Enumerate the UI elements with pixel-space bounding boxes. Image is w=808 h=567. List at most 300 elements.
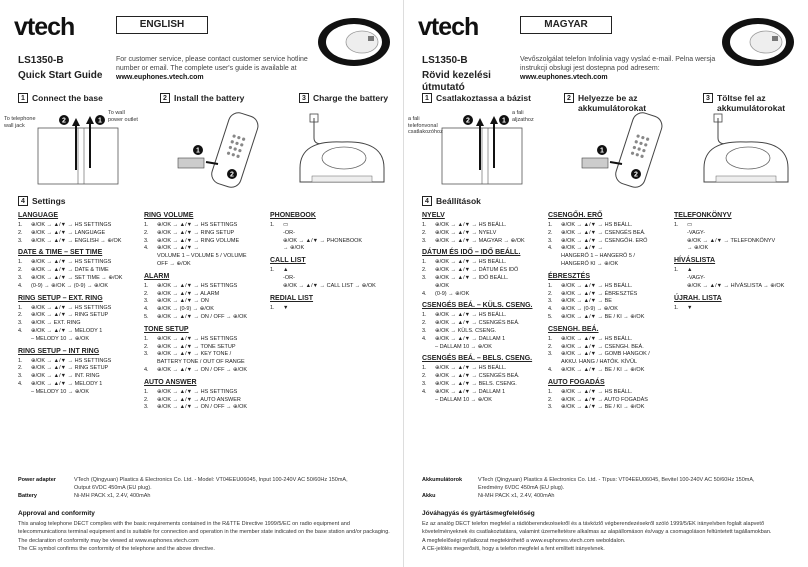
step-text: ⊕/OK → ▲/▼ → DALLAM 1 [435, 388, 506, 395]
model-number: LS1350-B [422, 55, 468, 66]
instruction-step [18, 275, 146, 283]
step-number: 3. [548, 351, 553, 358]
step-number [548, 253, 556, 261]
step-number: 2. [422, 267, 427, 274]
instruction-step [422, 320, 550, 328]
instruction-step [422, 275, 550, 283]
instruction-step [144, 253, 272, 261]
website-link[interactable]: www.euphones.vtech.com [116, 74, 204, 81]
step-text: ⊕/OK → ▲/▼ → HS BEÁLL. [435, 312, 507, 319]
step-text: ⊕/OK → ▲/▼ → KEY TONE / [157, 351, 232, 358]
instruction-step [548, 314, 676, 322]
step-number: 4. [548, 366, 553, 373]
step-number: 3. [144, 404, 149, 411]
charge-battery-illustration [696, 110, 796, 190]
settings-column-3 [674, 212, 802, 312]
instruction-step [422, 312, 550, 320]
step-number: 4. [144, 245, 149, 252]
step-text: ⊕/OK → ▲/▼ → HS BEÁLL. [561, 388, 633, 395]
step-text: ⊕/OK → ▲/▼ → CSENGÉS BEÁ. [435, 320, 520, 327]
section-heading: PHONEBOOK [270, 212, 316, 219]
step-number: 4. [548, 245, 553, 252]
step-number: 1. [270, 222, 275, 228]
step-number: 3. [422, 274, 427, 281]
step-number: 3. [144, 298, 149, 305]
instruction-step [18, 267, 146, 275]
step-text: ⊕/OK → ▲/▼ → HS SETTINGS [157, 222, 238, 228]
step-text: ⊕/OK → ▲/▼ → INT. RING [31, 373, 100, 380]
step-number: 4. [18, 380, 23, 387]
step-number [674, 283, 682, 291]
step-number: 5. [144, 313, 149, 320]
instruction-step [422, 381, 550, 389]
step-text: ▲ [687, 267, 693, 274]
service-info: For customer service, please contact customer service hotline number or email. The complete user's guide is available at www.euphones.vtech.com [116, 56, 308, 81]
instruction-step [674, 238, 802, 246]
step-number: 2. [144, 343, 149, 350]
step-text: -VAGY- [687, 229, 706, 236]
step-text: ⊕/OK → ▲/▼ → MAGYAR → ⊕/OK [435, 237, 525, 244]
step-number: 2. [422, 229, 427, 236]
step-number: 3. [18, 274, 23, 281]
instruction-step [674, 283, 802, 291]
step-text: ⊕/OK → ▲/▼ → RING SETUP [31, 312, 109, 319]
instruction-step [144, 245, 272, 253]
step-text: → ⊕/OK [283, 245, 305, 252]
approval-line: követelményeknek és csatlakoztatásra, valamint üzemeltetésre alkalmas az alapállomáson és/vagy a csomagoláson feltüntetett tagállamokban. [422, 529, 772, 536]
instruction-step [144, 359, 272, 367]
instruction-step [270, 283, 398, 291]
vtech-logo: vtech [418, 13, 479, 41]
step-number [270, 238, 278, 246]
step-number [144, 359, 152, 367]
instruction-step [18, 320, 146, 328]
instruction-step [422, 344, 550, 352]
step-number: 3. [144, 237, 149, 244]
step-number: 2. [144, 290, 149, 297]
step-text: – DALLAM 10 → ⊕/OK [435, 396, 492, 403]
step-number: 4. [18, 282, 23, 289]
step-number: 3. [144, 351, 149, 358]
instruction-step [548, 298, 676, 306]
language-label: ENGLISH [116, 16, 208, 34]
specs [18, 476, 388, 500]
spec-label: Power adapter [18, 477, 56, 483]
step-text: ⊕/OK → ▲/▼ → HS SETTINGS [31, 304, 112, 311]
step-text: OFF → ⊕/OK [157, 260, 191, 267]
instruction-step [548, 291, 676, 299]
instruction-step [18, 312, 146, 320]
settings-column-1 [422, 212, 550, 404]
step-text: ⊕/OK → ▲/▼ → AUTO ANSWER [157, 396, 241, 403]
instruction-step [548, 253, 676, 261]
spec-value: Ni-MH PACK x1, 2.4V, 400mAh [74, 493, 151, 499]
step-number [270, 245, 278, 253]
step-text: (0-9) → ⊕/OK → (0-9) → ⊕/OK [31, 282, 109, 289]
phone-handset-image [308, 12, 394, 68]
step-text: ⊕/OK → ▲/▼ → ON / OFF → ⊕/OK [157, 313, 248, 320]
step-number: 1. [18, 259, 23, 266]
step-number: 4. [144, 306, 149, 313]
step-number [674, 275, 682, 283]
model-number: LS1350-B [18, 55, 64, 66]
instruction-step [548, 359, 676, 367]
install-battery-illustration [572, 110, 682, 190]
instruction-step [144, 238, 272, 246]
instruction-step [144, 397, 272, 405]
section-heading: LANGUAGE [18, 212, 59, 219]
step-text: ⊕/OK → EXT. RING [31, 320, 81, 327]
step-number: 2. [548, 290, 553, 297]
step-text: ⊕/OK → ▲/▼ → BELS. CSENG. [435, 380, 517, 387]
step-number: 1. [144, 222, 149, 228]
step-text: ⊕/OK → ▲/▼ → RING VOLUME [157, 237, 240, 244]
wall-jack-label: a fali telefonvonal csatlakozóhoz [408, 116, 443, 135]
section-heading: NYELV [422, 212, 445, 219]
instruction-step [270, 238, 398, 246]
step-text: ⊕/OK → ▲/▼ → BE / KI → ⊕/OK [561, 313, 645, 320]
step-text: ⊕/OK → ▲/▼ → ON [157, 298, 209, 305]
svg-text:2: 2 [466, 117, 470, 125]
instruction-step [18, 259, 146, 267]
instruction-step [144, 298, 272, 306]
instruction-step [144, 389, 272, 397]
settings-column-2 [548, 212, 676, 412]
section-heading: RING SETUP – EXT. RING [18, 294, 103, 302]
step-text: ⊕/OK → ▲/▼ → LANGUAGE [31, 229, 106, 236]
step-text: ⊕/OK → ▲/▼ → MELODY 1 [31, 327, 103, 334]
instruction-step [548, 306, 676, 314]
section-heading: ÚJRAH. LISTA [674, 294, 722, 302]
step-text: ▼ [687, 304, 693, 311]
step-text: ⊕/OK → ▲/▼ → ON / OFF → ⊕/OK [157, 366, 248, 373]
step-number: 2. [144, 229, 149, 236]
section-heading: TONE SETUP [144, 325, 189, 333]
power-outlet-label: a fali aljzathoz [512, 110, 534, 123]
step-text: ⊕/OK → KÜLS. CSENG. [435, 327, 497, 334]
spec-value: VTech (Qingyuan) Plastics & Electronics Co. Ltd. - Típus: VT04EEU06045, Bevitel 100-240V AC 50/60Hz 150mA, Eredmény 6VDC 450mA (EU plug). [478, 477, 755, 491]
instruction-step [144, 367, 272, 375]
step-number: 2. [548, 343, 553, 350]
step-text: HANGERŐ 1 – HANGERŐ 5 / [561, 253, 635, 260]
step-install-battery: 2 Helyezze be az akkumulátorokat [564, 93, 694, 113]
step-text: → ⊕/OK [687, 245, 709, 252]
instruction-step [548, 230, 676, 238]
step-text: ⊕/OK → ▲/▼ → HS BEÁLL. [561, 282, 633, 289]
instruction-step [548, 389, 676, 397]
website-link[interactable]: www.euphones.vtech.com [520, 74, 608, 81]
step-number: 1. [548, 388, 553, 395]
step-text: ⊕/OK → ▲/▼ → TONE SETUP [157, 343, 236, 350]
section-heading: HÍVÁSLISTA [674, 257, 716, 265]
step-number: 4. [548, 306, 553, 313]
step-number: 1. [674, 304, 679, 311]
step-number: 1. [144, 282, 149, 289]
instruction-step [548, 283, 676, 291]
step-text: ⊕/OK → ▲/▼ → HÍVÁSLISTA → ⊕/OK [687, 282, 785, 289]
approval-line: The declaration of conformity may be viewed at www.euphones.vtech.com [18, 537, 199, 544]
step-number: 2. [18, 365, 23, 372]
instruction-step [422, 222, 550, 230]
instruction-step [144, 351, 272, 359]
svg-text:1: 1 [98, 117, 102, 125]
wall-jack-label: To telephone wall jack [4, 116, 36, 129]
step-number: 4. [18, 327, 23, 334]
step-text: ⊕/OK → ▲/▼ → DATE & TIME [31, 267, 109, 274]
instruction-step [18, 238, 146, 246]
section-heading: ALARM [144, 272, 170, 280]
language-label: MAGYAR [520, 16, 612, 34]
phone-handset-image [712, 12, 798, 68]
step-text: ⊕/OK → ▲/▼ → TELEFONKÖNYV [687, 237, 776, 244]
step-text: ⊕/OK → ▲/▼ → RING SETUP [31, 365, 109, 372]
step-connect-base: 1 Csatlakoztassa a bázist [422, 93, 531, 103]
instruction-step [270, 267, 398, 275]
guide-subtitle: Quick Start Guide [18, 70, 103, 81]
step-number: 1. [674, 267, 679, 274]
step-text: ⊕/OK → ▲/▼ → HS BEÁLL. [435, 222, 507, 228]
step-number [674, 230, 682, 238]
step-number: 2. [18, 229, 23, 236]
step-number: 2. [422, 320, 427, 327]
step-number: 2. [548, 396, 553, 403]
instruction-step [18, 389, 146, 397]
instruction-step [18, 373, 146, 381]
step-text: ⊕/OK → ▲/▼ → GOMB HANGOK / [561, 351, 650, 358]
step-number [674, 245, 682, 253]
step-text: ⊕/OK → ▲/▼ → PHONEBOOK [283, 237, 363, 244]
settings-column-2 [144, 212, 272, 412]
instruction-step [422, 328, 550, 336]
step-number: 1. [674, 222, 679, 228]
step-text: ⊕/OK → (0-9) → ⊕/OK [561, 306, 618, 313]
step-number: 3. [422, 327, 427, 334]
instruction-step [18, 358, 146, 366]
step-number: 1. [144, 335, 149, 342]
step-text: ⊕/OK → ▲/▼ → CSENGÉS BEÁ. [435, 373, 520, 380]
step-number: 2. [422, 373, 427, 380]
step-number: 3. [422, 237, 427, 244]
svg-text:2: 2 [62, 117, 66, 125]
step-number: 1. [548, 282, 553, 289]
instruction-step [548, 336, 676, 344]
guide-subtitle: Rövid kezelési útmutató [422, 70, 491, 93]
step-number [422, 344, 430, 352]
instruction-step [422, 291, 550, 299]
step-text: HANGERŐ KI → ⊕/OK [561, 260, 619, 267]
instruction-step [270, 222, 398, 230]
step-number: 3. [18, 373, 23, 380]
step-text: -OR- [283, 274, 295, 281]
step-number: 2. [18, 267, 23, 274]
spec-label: Battery [18, 493, 37, 499]
step-number: 3. [18, 237, 23, 244]
step-number: 1. [18, 357, 23, 364]
step-text: ⊕/OK [435, 282, 450, 289]
section-heading: ÉBRESZTÉS [548, 272, 591, 280]
step-text: ⊕/OK → ▲/▼ → NYELV [435, 229, 497, 236]
step-number: 1. [422, 365, 427, 372]
step-number: 2. [144, 396, 149, 403]
step-number: 1. [18, 304, 23, 311]
instruction-step [548, 367, 676, 375]
step-text: ⊕/OK → ▲/▼ → ÉBRESZTÉS [561, 290, 638, 297]
step-text: AKKU. HANG / HATÓK. KÍVÜL [561, 359, 637, 366]
step-number: 5. [548, 313, 553, 320]
step-number: 1. [270, 304, 275, 311]
step-number: 1. [270, 267, 275, 274]
step-text: (0-9) → ⊕/OK [435, 290, 470, 297]
section-heading: CALL LIST [270, 257, 306, 265]
instruction-step [270, 275, 398, 283]
instruction-step [548, 404, 676, 412]
spec-value: VTech (Qingyuan) Plastics & Electronics Co. Ltd. - Model: VT04EEU06045, Input 100-240V AC 50/60Hz 150mA, Output 6VDC 450mA (EU plug). [74, 477, 348, 491]
settings-column-3 [270, 212, 398, 312]
step-text: ⊕/OK → ▲/▼ → RING SETUP [157, 229, 235, 236]
instruction-step [270, 305, 398, 313]
settings-heading: 4 Beállítások [422, 196, 481, 206]
step-text: ⊕/OK → (0-9) → ⊕/OK [157, 306, 214, 313]
step-number: 4. [422, 388, 427, 395]
step-number [18, 389, 26, 397]
step-text: ⊕/OK → ▲/▼ → AUTO FOGADÁS [561, 396, 648, 403]
step-text: ▭ [687, 222, 693, 228]
instruction-step [548, 222, 676, 230]
service-info: Vevőszolgálat telefon Infolinia vagy vyslać e-mail. Pelna wersja instrukcji obslugi jest dostepna pod adresem: www.euphones.vtech.com [520, 56, 716, 81]
spec-label: Akku [422, 493, 436, 499]
section-heading: CSENGÉS BEÁ. – KÜLS. CSENG. [422, 302, 533, 310]
svg-text:1: 1 [502, 117, 506, 125]
step-text: -OR- [283, 229, 295, 236]
instruction-step [674, 245, 802, 253]
step-text: ⊕/OK → ▲/▼ → HS SETTINGS [31, 222, 112, 228]
step-text: ⊕/OK → ▲/▼ → CSENGH. BEÁ. [561, 343, 644, 350]
step-number [270, 275, 278, 283]
instruction-step [18, 365, 146, 373]
charge-battery-illustration [292, 110, 392, 190]
instruction-step [144, 336, 272, 344]
instruction-step [422, 365, 550, 373]
step-text: ⊕/OK → ▲/▼ → HS BEÁLL. [561, 222, 633, 228]
instruction-step [674, 267, 802, 275]
step-number: 2. [18, 312, 23, 319]
step-number [18, 336, 26, 344]
step-number [270, 283, 278, 291]
step-text: ⊕/OK → ▲/▼ → HS BEÁLL. [435, 259, 507, 266]
step-number: 1. [144, 388, 149, 395]
step-text: ⊕/OK → ▲/▼ → BE / KI → ⊕/OK [561, 404, 645, 411]
step-number: 2. [548, 229, 553, 236]
step-text: BATTERY TONE / OUT OF RANGE [157, 359, 245, 366]
instruction-step [144, 222, 272, 230]
instruction-step [270, 230, 398, 238]
step-text: ⊕/OK → ▲/▼ → BE [561, 298, 612, 305]
step-number: 1. [548, 335, 553, 342]
approval-line: A CE-jelölés megerősíti, hogy a telefon megfelel a fent említett irányelvnek. [422, 545, 605, 552]
step-number: 3. [422, 380, 427, 387]
approval-section [18, 510, 398, 553]
step-text: ⊕/OK → ▲/▼ → ON / OFF → ⊕/OK [157, 404, 248, 411]
instruction-step [548, 344, 676, 352]
step-connect-base: 1 Connect the base [18, 93, 103, 103]
instruction-step [674, 230, 802, 238]
approval-title: Jóváhagyás és gyártásmegfelelőség [422, 510, 535, 517]
instruction-step [674, 222, 802, 230]
instruction-step [422, 389, 550, 397]
section-heading: CSENGH. BEÁ. [548, 325, 599, 333]
step-number: 1. [422, 312, 427, 319]
instruction-step [422, 336, 550, 344]
step-number: 1. [422, 222, 427, 228]
step-number: 1. [422, 259, 427, 266]
instruction-step [18, 305, 146, 313]
step-text: ⊕/OK → ▲/▼ → HS BEÁLL. [561, 335, 633, 342]
step-number [144, 261, 152, 269]
settings-heading: 4 Settings [18, 196, 66, 206]
step-number: 3. [548, 404, 553, 411]
approval-line: Ez az analóg DECT telefon megfelel a rádióberendezésekről és a távközlő végberendezésekről szóló 1999/5/EK irányelvben foglalt alapvető [422, 521, 765, 528]
instruction-step [674, 275, 802, 283]
instruction-step [270, 245, 398, 253]
spec-label: Akkumulátorok [422, 477, 463, 483]
section-heading: AUTO ANSWER [144, 378, 197, 386]
step-text: – MELODY 10 → ⊕/OK [31, 388, 89, 395]
instruction-step [144, 261, 272, 269]
section-heading: CSENGÉS BEÁ. – BELS. CSENG. [422, 355, 533, 363]
step-number [422, 283, 430, 291]
step-number [422, 397, 430, 405]
instruction-step [422, 267, 550, 275]
step-number: 4. [144, 366, 149, 373]
step-text: ⊕/OK → ▲/▼ → SET TIME → ⊕/OK [31, 274, 123, 281]
step-number: 3. [18, 320, 23, 327]
instruction-step [18, 230, 146, 238]
step-number: 1. [548, 222, 553, 228]
instruction-step [422, 397, 550, 405]
instruction-step [18, 283, 146, 291]
instruction-step [548, 238, 676, 246]
section-heading: RING VOLUME [144, 212, 194, 219]
instruction-step [674, 305, 802, 313]
instruction-step [18, 336, 146, 344]
section-heading: REDIAL LIST [270, 294, 314, 302]
step-text: ⊕/OK → ▲/▼ → ALARM [157, 290, 220, 297]
instruction-step [18, 381, 146, 389]
specs [422, 476, 792, 500]
approval-line: The CE symbol confirms the conformity of the telephone and the above directive. [18, 545, 215, 552]
step-text: ⊕/OK → ▲/▼ → [157, 245, 200, 252]
instruction-step [144, 344, 272, 352]
instruction-step [144, 306, 272, 314]
instruction-step [144, 404, 272, 412]
instruction-step [422, 230, 550, 238]
step-text: ⊕/OK → ▲/▼ → HS SETTINGS [157, 282, 238, 289]
instruction-step [422, 283, 550, 291]
step-text: ⊕/OK → ▲/▼ → BE / KI → ⊕/OK [561, 366, 645, 373]
step-number [270, 230, 278, 238]
step-number [548, 359, 556, 367]
step-number [674, 238, 682, 246]
approval-line: This analog telephone DECT complies with the basic requirements contained in the R&TTE Directive 1999/5/EC on radio equipment and [18, 521, 350, 528]
step-text: ⊕/OK → ▲/▼ → HS SETTINGS [31, 259, 112, 266]
step-text: VOLUME 1 – VOLUME 5 / VOLUME [157, 253, 247, 260]
step-text: ⊕/OK → ▲/▼ → HS BEÁLL. [435, 365, 507, 372]
step-text: ▼ [283, 304, 289, 311]
step-number: 4. [422, 290, 427, 297]
instruction-step [422, 238, 550, 246]
step-number: 3. [548, 298, 553, 305]
step-text: ⊕/OK → ▲/▼ → DÁTUM ÉS IDŐ [435, 267, 519, 274]
